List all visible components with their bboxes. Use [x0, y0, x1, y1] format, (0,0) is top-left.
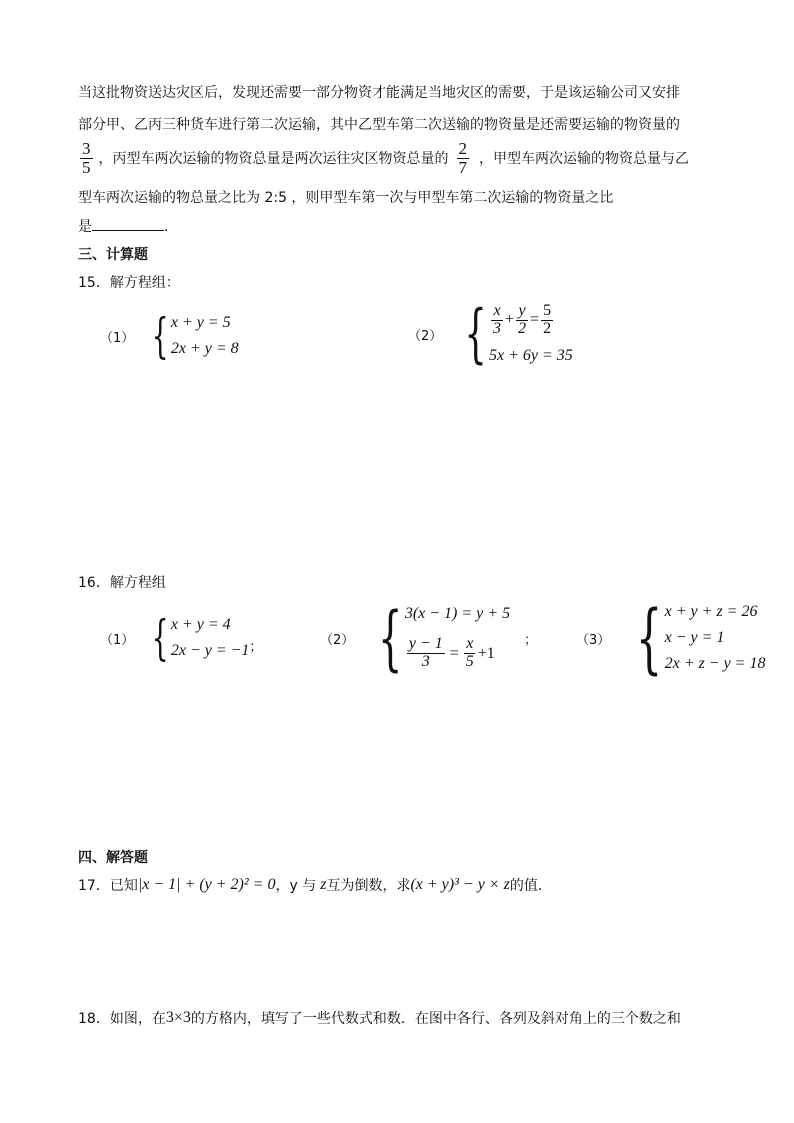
separator: ； [249, 639, 263, 655]
frac-den: 5 [465, 653, 474, 671]
q14-line5 [78, 216, 168, 236]
separator: ； [524, 632, 538, 648]
q14-line2: 部分甲、乙丙三种货车进行第二次运输，其中乙型车第二次送输的物资量是还需要运输的物资量的 [78, 117, 680, 133]
q15-system-1 [100, 308, 239, 364]
equation: x − y = 1 [664, 629, 725, 646]
frac-den: 7 [458, 157, 467, 177]
q17-text: 互为倒数，求 [326, 878, 411, 894]
operator: = [449, 644, 459, 662]
frac-num: y − 1 [408, 635, 443, 653]
part-label: （1） [100, 632, 135, 648]
fraction-two-sevenths [457, 140, 470, 177]
q14-line3 [78, 140, 689, 177]
equation: x + y = 4 [170, 616, 231, 633]
frac-den: 5 [82, 157, 91, 177]
equation [489, 303, 573, 338]
q15-system-2 [408, 297, 573, 371]
q14-line3-text-a: ，丙型车两次运输的物资总量是两次运往灾区物资总量的 [98, 151, 449, 168]
brace-icon: { [378, 597, 403, 679]
brace-icon: { [464, 297, 487, 371]
q18 [78, 1008, 681, 1028]
frac-num: x [493, 302, 501, 319]
q16-stem: 16．解方程组 [78, 575, 166, 591]
q14-line3-text-b: ，甲型车两次运输的物资总量与乙 [479, 151, 689, 168]
q14-line4: 型车两次运输的物总量之比为 2:5 ，则甲型车第一次与甲型车第二次运输的物资量之比 [78, 190, 614, 206]
part-label: （2） [408, 328, 443, 344]
equation: 2x − y = −1 [170, 642, 250, 659]
frac-den: 3 [421, 653, 430, 671]
q17-condition: |x − 1| + (y + 2)² = 0 [137, 876, 276, 893]
q18-grid-size: 3×3 [165, 1009, 191, 1026]
answer-blank[interactable] [92, 218, 164, 231]
q15-stem: 15．解方程组： [78, 275, 180, 291]
fraction [516, 303, 528, 338]
fraction [541, 303, 553, 338]
section-heading-calculation: 三、计算题 [78, 247, 148, 263]
fraction [491, 303, 503, 338]
q16-system-1 [100, 610, 263, 666]
operator: + [505, 311, 515, 329]
q17-text: 17．已知 [78, 878, 138, 894]
section-heading-answer: 四、解答题 [78, 850, 148, 866]
frac-den: 3 [493, 319, 501, 337]
frac-num: 2 [458, 139, 467, 158]
q14-line5-end: . [164, 219, 169, 235]
operator: +1 [477, 644, 495, 662]
frac-num: x [466, 635, 474, 653]
fraction [464, 636, 476, 671]
equation: 2x + z − y = 18 [664, 655, 766, 672]
equation: 3(x − 1) = y + 5 [404, 605, 511, 622]
q17-variable: z [320, 876, 327, 893]
brace-icon: { [152, 610, 169, 666]
q14-line5-text: 是 [78, 219, 92, 235]
operator: = [530, 311, 540, 329]
frac-num: 3 [82, 139, 91, 158]
part-label: （2） [320, 632, 355, 648]
equation: x + y = 5 [170, 314, 231, 331]
q17-text: 的值． [509, 878, 552, 894]
frac-num: y [518, 302, 526, 319]
equation [405, 636, 510, 671]
q17 [78, 875, 552, 895]
q17-expression: (x + y)³ − y × z [410, 876, 510, 893]
frac-den: 2 [518, 319, 527, 337]
fraction [407, 636, 445, 671]
q16-system-2 [320, 597, 538, 679]
part-label: （3） [576, 632, 611, 648]
brace-icon: { [636, 593, 663, 682]
equation: 5x + 6y = 35 [489, 347, 573, 364]
q16-system-3 [576, 593, 766, 682]
frac-den: 2 [543, 319, 552, 337]
equation: x + y + z = 26 [664, 603, 758, 620]
q18-text: 18．如图，在 [78, 1011, 166, 1027]
q18-text: 的方格内，填写了一些代数式和数．在图中各行、各列及斜对角上的三个数之和 [190, 1011, 681, 1027]
q17-text: ，y 与 [275, 878, 317, 894]
fraction-three-fifths [80, 140, 93, 177]
part-label: （1） [100, 330, 135, 346]
q14-line1: 当这批物资送达灾区后，发现还需要一部分物资才能满足当地灾区的需要，于是该运输公司又安排 [78, 85, 680, 101]
equation: 2x + y = 8 [170, 340, 239, 357]
brace-icon: { [152, 308, 169, 364]
frac-num: 5 [543, 302, 552, 319]
